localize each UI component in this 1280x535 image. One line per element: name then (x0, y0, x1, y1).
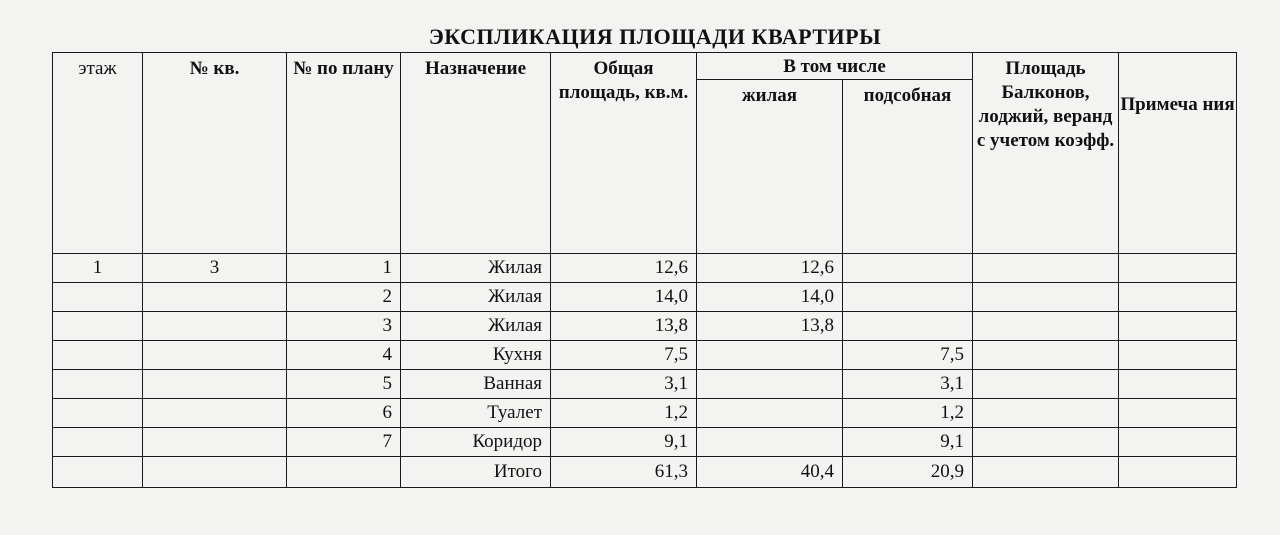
cell-auxiliary-area: 1,2 (843, 399, 973, 428)
header-purpose: Назначение (401, 53, 551, 254)
cell-purpose: Итого (401, 457, 551, 488)
cell-auxiliary-area (843, 283, 973, 312)
cell-auxiliary-area: 3,1 (843, 370, 973, 399)
cell-total-area: 14,0 (551, 283, 697, 312)
cell-note (1119, 312, 1237, 341)
cell-balcony-area (973, 341, 1119, 370)
header-apt-no: № кв. (143, 53, 287, 254)
cell-balcony-area (973, 399, 1119, 428)
explication-table-wrap (52, 52, 1237, 488)
cell-living-area: 40,4 (697, 457, 843, 488)
cell-plan-no: 5 (287, 370, 401, 399)
header-note: Примеча ния (1119, 53, 1237, 254)
cell-total-area: 3,1 (551, 370, 697, 399)
cell-plan-no: 3 (287, 312, 401, 341)
cell-plan-no (287, 457, 401, 488)
cell-total-area: 13,8 (551, 312, 697, 341)
cell-apt-no (143, 428, 287, 457)
cell-plan-no: 2 (287, 283, 401, 312)
cell-purpose: Жилая (401, 254, 551, 283)
cell-floor (53, 428, 143, 457)
cell-plan-no: 6 (287, 399, 401, 428)
cell-auxiliary-area: 20,9 (843, 457, 973, 488)
cell-apt-no (143, 341, 287, 370)
cell-plan-no: 1 (287, 254, 401, 283)
cell-note (1119, 254, 1237, 283)
cell-balcony-area (973, 312, 1119, 341)
cell-note (1119, 341, 1237, 370)
cell-floor: 1 (53, 254, 143, 283)
cell-balcony-area (973, 254, 1119, 283)
document-title: ЭКСПЛИКАЦИЯ ПЛОЩАДИ КВАРТИРЫ (428, 24, 882, 49)
cell-auxiliary-area (843, 312, 973, 341)
cell-floor (53, 457, 143, 488)
cell-purpose: Жилая (401, 312, 551, 341)
cell-apt-no (143, 283, 287, 312)
cell-living-area (697, 428, 843, 457)
cell-purpose: Жилая (401, 283, 551, 312)
header-total-area: Общая площадь, кв.м. (551, 53, 697, 254)
cell-purpose: Кухня (401, 341, 551, 370)
cell-balcony-area (973, 428, 1119, 457)
cell-balcony-area (973, 370, 1119, 399)
cell-purpose: Коридор (401, 428, 551, 457)
cell-living-area: 14,0 (697, 283, 843, 312)
cell-living-area (697, 399, 843, 428)
cell-living-area (697, 341, 843, 370)
cell-note (1119, 428, 1237, 457)
table-row (53, 254, 1237, 283)
cell-total-area: 61,3 (551, 457, 697, 488)
cell-purpose: Туалет (401, 399, 551, 428)
cell-total-area: 7,5 (551, 341, 697, 370)
cell-note (1119, 283, 1237, 312)
cell-note (1119, 457, 1237, 488)
cell-living-area (697, 370, 843, 399)
table-row-total (53, 457, 1237, 488)
table-body (53, 254, 1237, 488)
explication-table (52, 52, 1237, 488)
table-row (53, 283, 1237, 312)
table-row (53, 312, 1237, 341)
cell-apt-no (143, 370, 287, 399)
table-row (53, 399, 1237, 428)
cell-auxiliary-area (843, 254, 973, 283)
cell-apt-no (143, 399, 287, 428)
cell-purpose: Ванная (401, 370, 551, 399)
cell-balcony-area (973, 457, 1119, 488)
cell-living-area: 12,6 (697, 254, 843, 283)
cell-total-area: 9,1 (551, 428, 697, 457)
cell-apt-no (143, 457, 287, 488)
cell-balcony-area (973, 283, 1119, 312)
cell-auxiliary-area: 9,1 (843, 428, 973, 457)
cell-total-area: 1,2 (551, 399, 697, 428)
cell-note (1119, 370, 1237, 399)
cell-floor (53, 312, 143, 341)
cell-plan-no: 4 (287, 341, 401, 370)
cell-floor (53, 370, 143, 399)
header-balcony-area: Площадь Балконов, лоджий, веранд с учетом коэфф. (973, 53, 1119, 254)
header-including: В том числе (697, 53, 973, 80)
cell-floor (53, 399, 143, 428)
table-row (53, 428, 1237, 457)
table-row (53, 370, 1237, 399)
cell-living-area: 13,8 (697, 312, 843, 341)
table-row (53, 341, 1237, 370)
cell-floor (53, 283, 143, 312)
header-living: жилая (697, 80, 843, 254)
cell-note (1119, 399, 1237, 428)
cell-plan-no: 7 (287, 428, 401, 457)
header-auxiliary: подсобная (843, 80, 973, 254)
cell-apt-no (143, 312, 287, 341)
cell-apt-no: 3 (143, 254, 287, 283)
cell-floor (53, 341, 143, 370)
header-floor: этаж (53, 53, 143, 254)
cell-total-area: 12,6 (551, 254, 697, 283)
cell-auxiliary-area: 7,5 (843, 341, 973, 370)
header-plan-no: № по плану (287, 53, 401, 254)
